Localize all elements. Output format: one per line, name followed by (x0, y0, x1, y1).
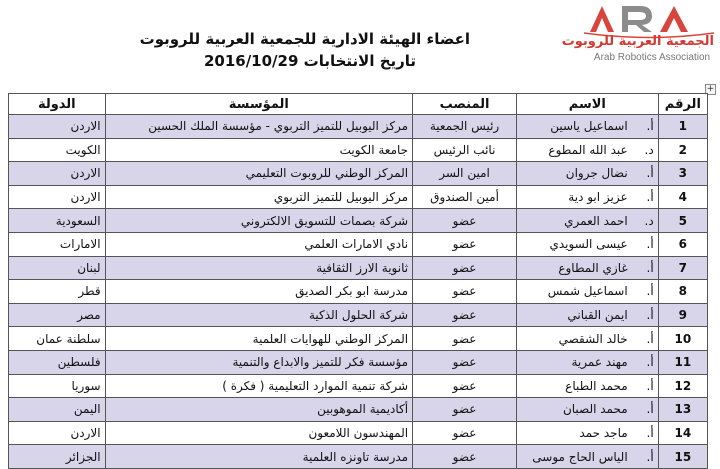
member-position: عضو (413, 350, 517, 374)
member-name: اسماعيل شمس (547, 284, 628, 299)
member-name-cell (516, 185, 658, 209)
table-expand-icon[interactable]: + (706, 84, 715, 94)
member-name-cell (516, 445, 658, 469)
row-number: 2 (658, 138, 707, 162)
table-row (9, 232, 708, 256)
table-row (9, 256, 708, 280)
member-name: محمد الصبان (562, 402, 628, 417)
table-row (9, 209, 708, 233)
member-institution: نادي الامارات العلمي (105, 232, 413, 256)
member-name-cell (516, 138, 658, 162)
row-number: 1 (658, 115, 707, 139)
election-date: تاريخ الانتخابات 2016/10/29 (203, 52, 417, 70)
member-title: أ. (646, 331, 654, 346)
member-institution: شركة الحلول الذكية (105, 303, 413, 327)
member-title: أ. (646, 402, 654, 417)
member-name: مهند عمرية (571, 355, 628, 370)
member-country: الاردن (9, 421, 106, 445)
row-number: 15 (658, 445, 707, 469)
member-country: مصر (9, 303, 106, 327)
member-name: محمد الطباع (565, 378, 628, 393)
member-country: الاردن (9, 115, 106, 139)
header-institution: المؤسسة (105, 94, 413, 115)
member-country: الكويت (9, 138, 106, 162)
member-name: احمد العمري (564, 213, 628, 228)
member-name: ماجد حمد (579, 426, 628, 441)
row-number: 7 (658, 256, 707, 280)
member-country: قطر (9, 280, 106, 304)
member-name: نضال جروان (565, 166, 628, 181)
member-title: أ. (646, 237, 654, 252)
row-number: 3 (658, 162, 707, 186)
page-title: اعضاء الهيئة الادارية للجمعية العربية للروبوت (139, 30, 470, 48)
table-row (9, 398, 708, 422)
member-country: الجزائر (9, 445, 106, 469)
member-title: أ. (646, 260, 654, 275)
member-name-cell (516, 398, 658, 422)
member-institution: مركز اليوبيل للتميز التربوي - مؤسسة الملك الحسين (105, 115, 413, 139)
logo-arabic-name: الجمعية العربية للروبوت (561, 34, 714, 49)
table-row (9, 303, 708, 327)
member-title: أ. (646, 426, 654, 441)
page-header (0, 0, 720, 88)
member-position: أمين الصندوق (413, 185, 517, 209)
member-position: عضو (413, 232, 517, 256)
table-row (9, 350, 708, 374)
member-position: امين السر (413, 162, 517, 186)
member-title: د. (644, 213, 654, 228)
member-name: الياس الحاج موسى (532, 449, 628, 464)
member-position: عضو (413, 209, 517, 233)
logo-english-name: Arab Robotics Association (593, 52, 711, 63)
member-name-cell (516, 303, 658, 327)
member-title: أ. (646, 355, 654, 370)
member-name-cell (516, 421, 658, 445)
member-country: سوريا (9, 374, 106, 398)
member-name: عبد الله المطوع (548, 142, 628, 157)
table-body (9, 115, 708, 469)
member-name: عيسى السويدي (549, 237, 628, 252)
row-number: 10 (658, 327, 707, 351)
member-position: عضو (413, 303, 517, 327)
table-row (9, 162, 708, 186)
title-block (139, 28, 470, 72)
member-name-cell (516, 350, 658, 374)
table-row (9, 374, 708, 398)
member-institution: مركز اليوبيل للتميز التربوي (105, 185, 413, 209)
member-name: عزيز ابو دية (568, 190, 628, 205)
member-title: أ. (646, 308, 654, 323)
header-name: الاسم (516, 94, 658, 115)
member-title: أ. (646, 284, 654, 299)
member-title: أ. (646, 166, 654, 181)
table-row (9, 445, 708, 469)
member-name: غازي المطاوع (558, 260, 628, 275)
member-institution: المركز الوطني للروبوت التعليمي (105, 162, 413, 186)
ara-logo-mark (584, 6, 714, 38)
member-name-cell (516, 256, 658, 280)
member-country: لبنان (9, 256, 106, 280)
table-header-row (9, 94, 708, 115)
member-name: ايمن القباني (567, 308, 628, 323)
member-name-cell (516, 115, 658, 139)
row-number: 6 (658, 232, 707, 256)
member-name-cell (516, 280, 658, 304)
member-name-cell (516, 374, 658, 398)
member-position: رئيس الجمعية (413, 115, 517, 139)
member-country: فلسطين (9, 350, 106, 374)
member-country: السعودية (9, 209, 106, 233)
member-name-cell (516, 209, 658, 233)
row-number: 5 (658, 209, 707, 233)
member-country: الامارات (9, 232, 106, 256)
member-institution: أكاديمية الموهوبين (105, 398, 413, 422)
row-number: 9 (658, 303, 707, 327)
member-institution: شركة بصمات للتسويق الالكتروني (105, 209, 413, 233)
member-title: أ. (646, 190, 654, 205)
table-row (9, 138, 708, 162)
member-position: نائب الرئيس (413, 138, 517, 162)
member-title: أ. (646, 378, 654, 393)
header-position: المنصب (413, 94, 517, 115)
member-name-cell (516, 232, 658, 256)
table-row (9, 115, 708, 139)
member-position: عضو (413, 421, 517, 445)
member-position: عضو (413, 445, 517, 469)
member-name: خالد الشقصي (558, 331, 628, 346)
member-position: عضو (413, 280, 517, 304)
member-position: عضو (413, 256, 517, 280)
header-num: الرقم (658, 94, 707, 115)
member-country: سلطنة عمان (9, 327, 106, 351)
member-name-cell (516, 162, 658, 186)
table-row (9, 280, 708, 304)
member-name-cell (516, 327, 658, 351)
member-country: اليمن (9, 398, 106, 422)
member-institution: شركة تنمية الموارد التعليمية ( فكرة ) (105, 374, 413, 398)
member-name: اسماعيل ياسين (550, 119, 628, 134)
member-institution: مؤسسة فكر للتميز والابداع والتنمية (105, 350, 413, 374)
member-country: الاردن (9, 185, 106, 209)
member-institution: المركز الوطني للهوايات العلمية (105, 327, 413, 351)
member-title: أ. (646, 449, 654, 464)
row-number: 4 (658, 185, 707, 209)
header-country: الدولة (9, 94, 106, 115)
member-institution: مدرسة ابو بكر الصديق (105, 280, 413, 304)
member-position: عضو (413, 327, 517, 351)
row-number: 11 (658, 350, 707, 374)
table-row (9, 421, 708, 445)
board-members-table (8, 93, 708, 469)
member-institution: جامعة الكويت (105, 138, 413, 162)
row-number: 8 (658, 280, 707, 304)
table-row (9, 327, 708, 351)
member-title: د. (644, 142, 654, 157)
row-number: 12 (658, 374, 707, 398)
row-number: 13 (658, 398, 707, 422)
member-country: الاردن (9, 162, 106, 186)
table-row (9, 185, 708, 209)
member-position: عضو (413, 398, 517, 422)
member-institution: المهندسون اللامعون (105, 421, 413, 445)
member-institution: ثانوية الارز الثقافية (105, 256, 413, 280)
member-institution: مدرسة تاونزه العلمية (105, 445, 413, 469)
member-title: أ. (646, 119, 654, 134)
row-number: 14 (658, 421, 707, 445)
member-position: عضو (413, 374, 517, 398)
